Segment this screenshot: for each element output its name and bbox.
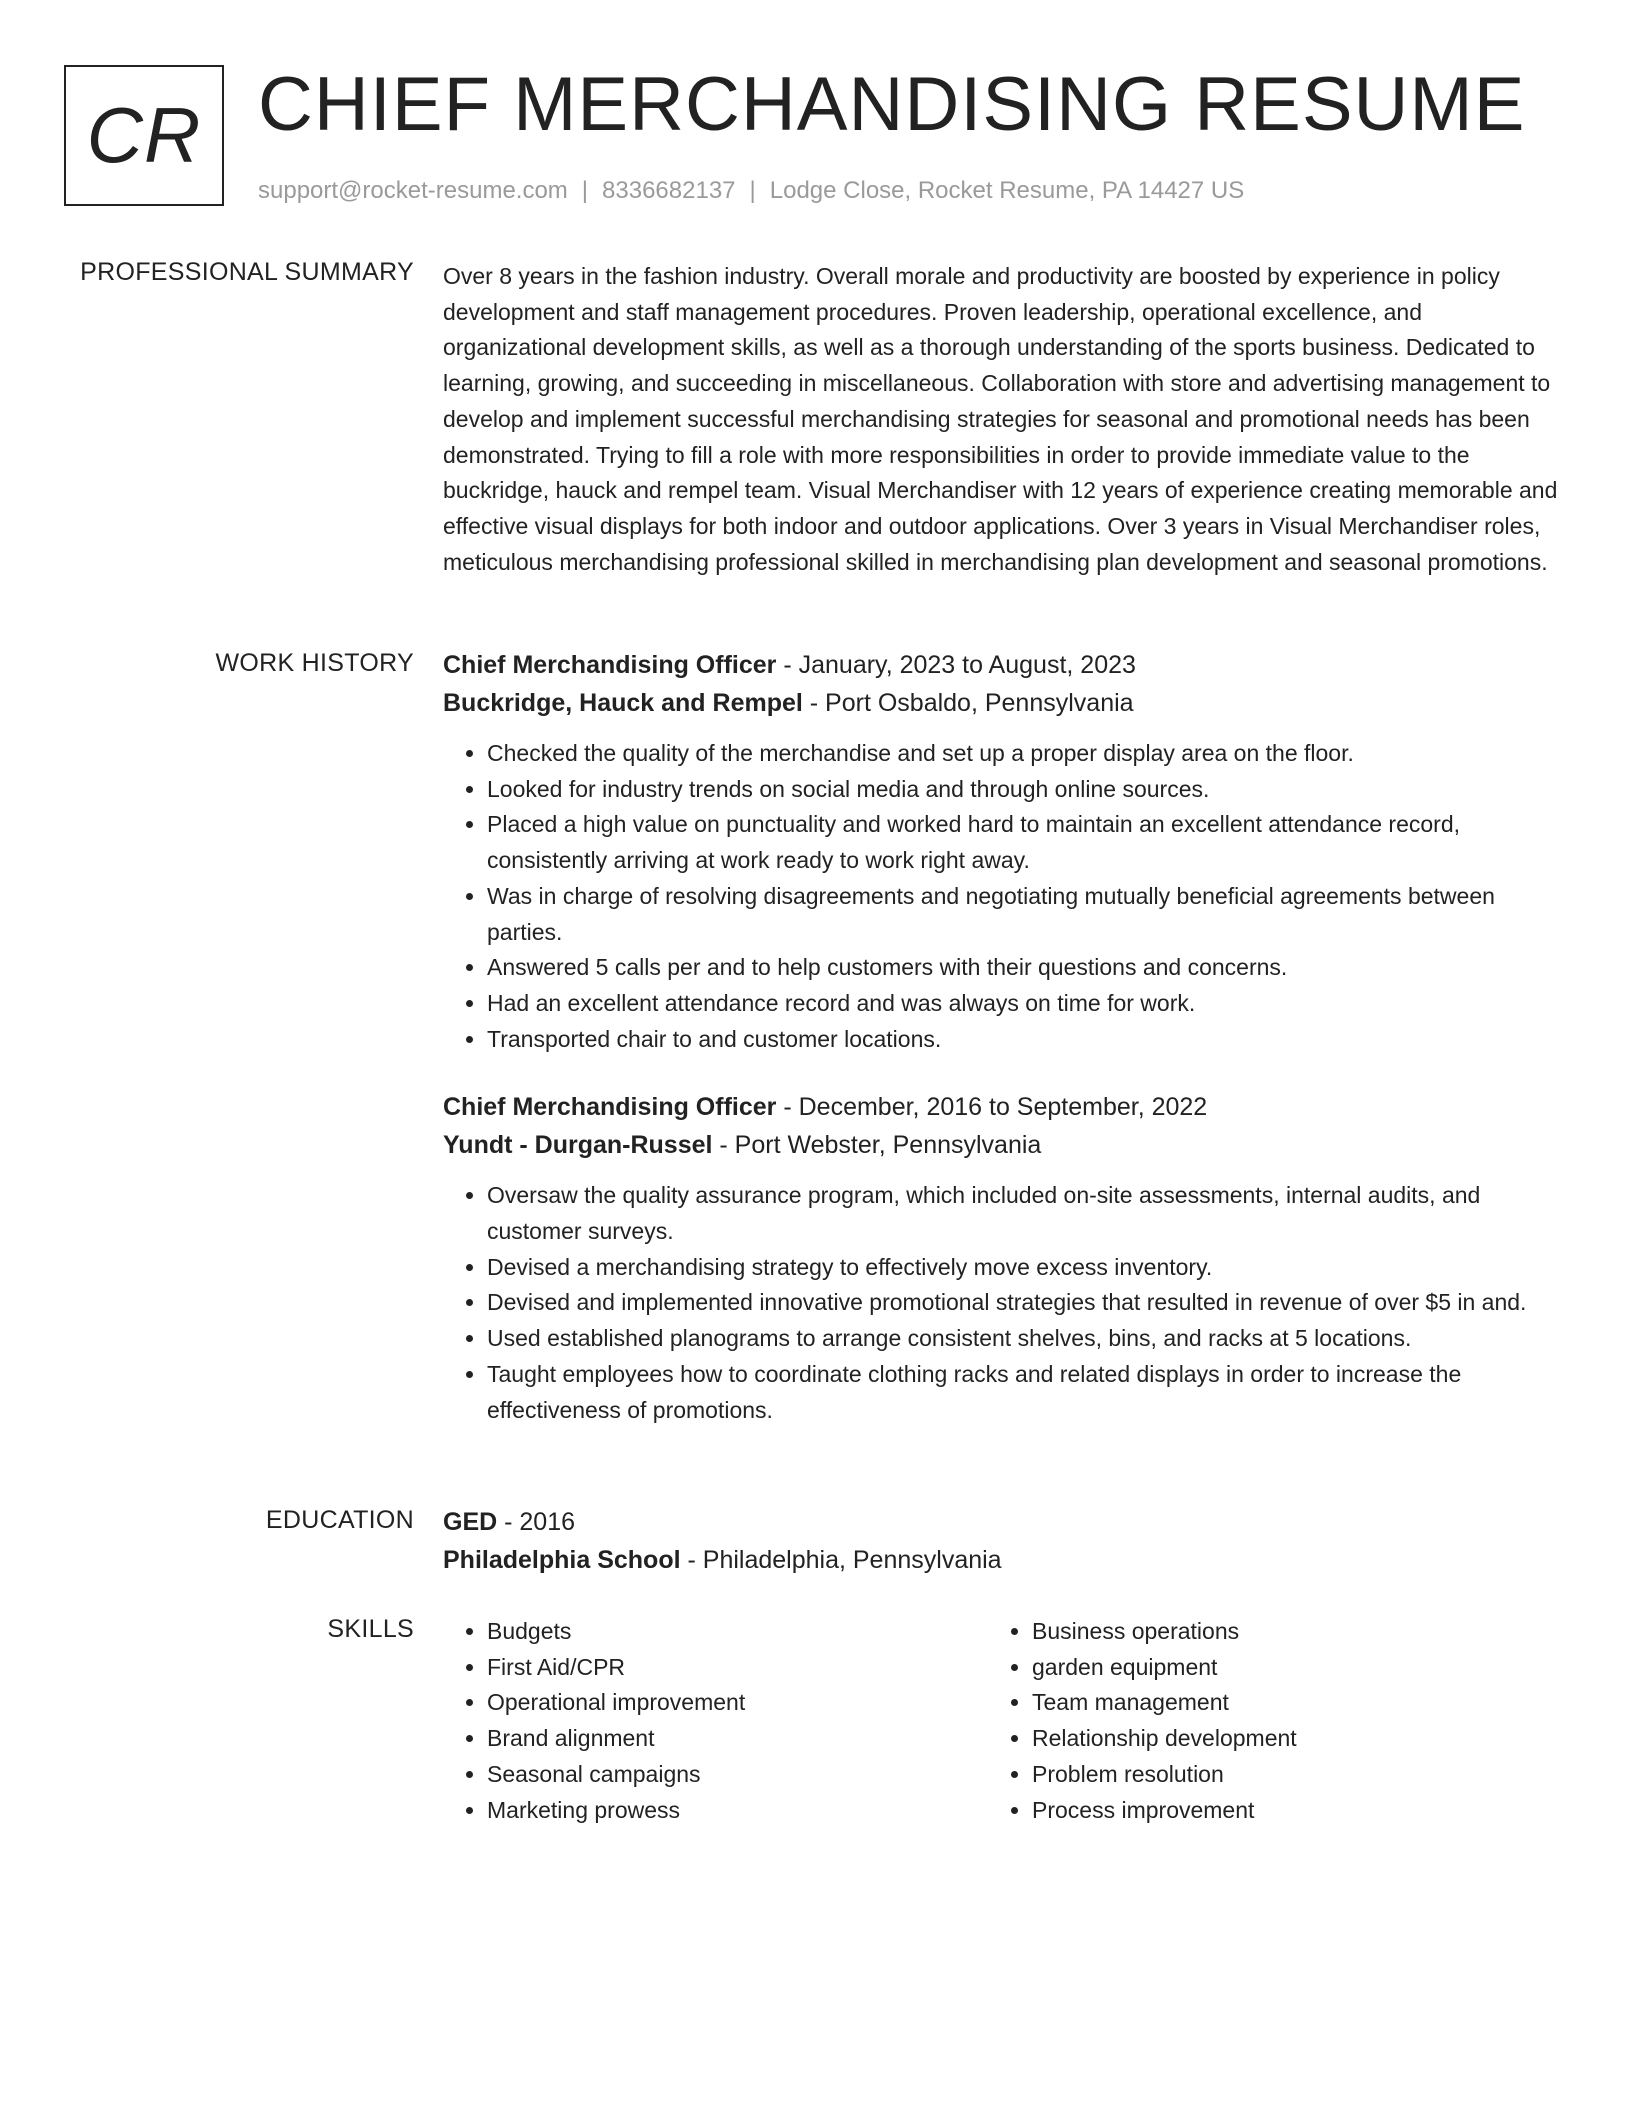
education-year: - 2016 [497, 1508, 576, 1536]
work-history-label: WORK HISTORY [215, 649, 414, 677]
contact-separator: | [749, 177, 756, 204]
skill-item: • Marketing prowess [487, 1793, 988, 1829]
education-school-line [443, 1541, 1563, 1579]
job-bullet: • Was in charge of resolving disagreements and negotiating mutually beneficial agreements between parties. [487, 879, 1563, 950]
summary-label: PROFESSIONAL SUMMARY [80, 258, 414, 286]
summary-body [443, 259, 1563, 580]
skill-item: • Business operations [1032, 1614, 1533, 1650]
job-entry [443, 646, 1563, 1057]
job-location: - Port Webster, Pennsylvania [712, 1131, 1042, 1160]
job-title: Chief Merchandising Officer [443, 1093, 777, 1122]
job-title: Chief Merchandising Officer [443, 651, 777, 679]
job-company: Buckridge, Hauck and Rempel [443, 689, 803, 717]
education-location: - Philadelphia, Pennsylvania [680, 1546, 1002, 1574]
job-title-line [443, 1088, 1563, 1126]
contact-phone: 8336682137 [602, 177, 736, 204]
education-label: EDUCATION [265, 1506, 414, 1534]
resume-header [64, 62, 1564, 210]
skill-item: • Budgets [487, 1614, 988, 1650]
job-bullets [443, 736, 1563, 1057]
job-company-line [443, 684, 1563, 722]
education-body [443, 1503, 1563, 1579]
job-dates: - December, 2016 to September, 2022 [776, 1093, 1208, 1122]
job-bullet: • Taught employees how to coordinate clothing racks and related displays in order to increase the effectiveness of promotions. [487, 1357, 1563, 1428]
skills-label: SKILLS [327, 1615, 414, 1643]
job-bullet: • Checked the quality of the merchandise and set up a proper display area on the floor. [487, 736, 1563, 772]
skills-body [443, 1614, 1563, 1828]
skill-item: • Seasonal campaigns [487, 1757, 988, 1793]
contact-address: Lodge Close, Rocket Resume, PA 14427 US [769, 177, 1245, 204]
job-bullet: • Oversaw the quality assurance program, which included on-site assessments, internal audits, and customer surveys. [487, 1178, 1563, 1249]
job-dates: - January, 2023 to August, 2023 [776, 651, 1136, 679]
job-bullet: • Used established planograms to arrange consistent shelves, bins, and racks at 5 locations. [487, 1321, 1563, 1357]
skills-list [443, 1614, 988, 1828]
job-bullet: • Transported chair to and customer locations. [487, 1022, 1563, 1058]
skills-column [988, 1614, 1533, 1828]
skills-column [443, 1614, 988, 1828]
contact-line [258, 177, 1244, 205]
monogram-logo: CR [64, 65, 224, 206]
job-company: Yundt - Durgan-Russel [443, 1131, 713, 1160]
contact-separator: | [581, 177, 589, 204]
skill-item: • Operational improvement [487, 1685, 988, 1721]
summary-text: Over 8 years in the fashion industry. Overall morale and productivity are boosted by experience in policy development and staff management procedures. Proven leadership, operational excellence, and organizational development skills, as well as a thorough understanding of the sports business. Dedicated to learning, growing, and succeeding in miscellaneous. Collaboration with store and advertising management to develop and implement successful merchandising strategies for seasonal and promotional needs has been demonstrated. Trying to fill a role with more responsibilities in order to provide immediate value to the buckridge, hauck and rempel team. Visual Merchandiser with 12 years of experience creating memorable and effective visual displays for both indoor and outdoor applications. Over 3 years in Visual Merchandiser roles, meticulous merchandising professional skilled in merchandising plan development and seasonal promotions. [443, 263, 1558, 575]
skill-item: • Problem resolution [1032, 1757, 1533, 1793]
contact-email: support@rocket-resume.com [258, 177, 568, 204]
job-location: - Port Osbaldo, Pennsylvania [802, 689, 1134, 717]
education-school: Philadelphia School [443, 1546, 681, 1574]
skill-item: • Team management [1032, 1685, 1533, 1721]
work-history-body [443, 646, 1563, 1428]
skill-item: • garden equipment [1032, 1650, 1533, 1686]
resume-title: CHIEF MERCHANDISING RESUME [258, 62, 1526, 147]
job-title-line [443, 646, 1563, 684]
skill-item: • Brand alignment [487, 1721, 988, 1757]
job-bullet: • Devised a merchandising strategy to effectively move excess inventory. [487, 1250, 1563, 1286]
skill-item: • Process improvement [1032, 1793, 1533, 1829]
job-entry [443, 1088, 1563, 1428]
skills-columns [443, 1614, 1563, 1828]
education-degree-line [443, 1503, 1563, 1541]
education-degree: GED [443, 1508, 498, 1536]
job-company-line [443, 1126, 1563, 1164]
skill-item: • Relationship development [1032, 1721, 1533, 1757]
job-bullet: • Had an excellent attendance record and was always on time for work. [487, 986, 1563, 1022]
skills-list [988, 1614, 1533, 1828]
skill-item: • First Aid/CPR [487, 1650, 988, 1686]
job-bullet: • Devised and implemented innovative promotional strategies that resulted in revenue of over $5 in and. [487, 1285, 1563, 1321]
job-bullet: • Placed a high value on punctuality and worked hard to maintain an excellent attendance record, consistently arriving at work ready to work right away. [487, 807, 1563, 878]
job-bullet: • Answered 5 calls per and to help customers with their questions and concerns. [487, 950, 1563, 986]
job-bullets [443, 1178, 1563, 1428]
job-bullet: • Looked for industry trends on social media and through online sources. [487, 772, 1563, 808]
